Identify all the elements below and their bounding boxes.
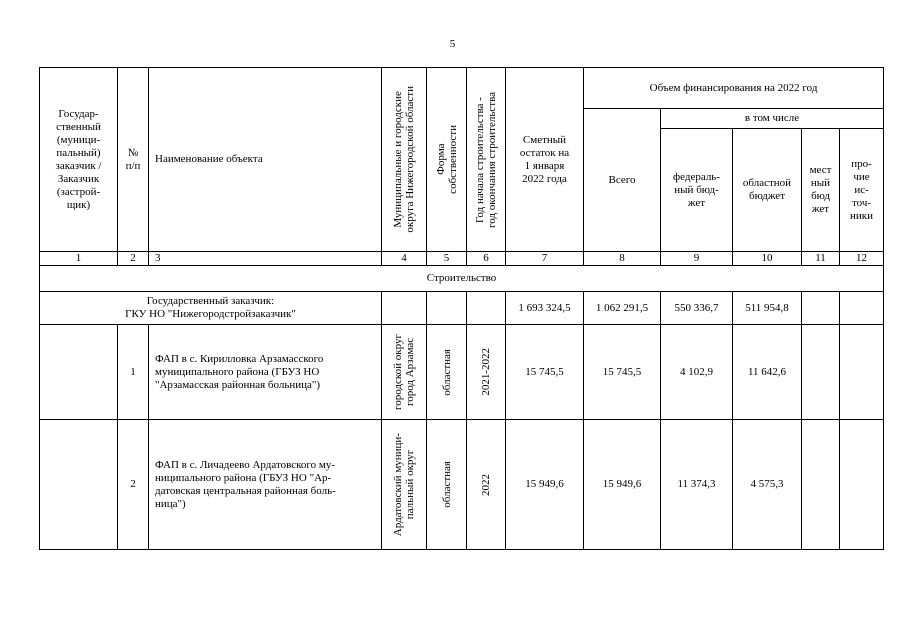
cell-years: 2021-2022 xyxy=(467,325,506,420)
col-number: 6 xyxy=(467,252,506,266)
header-other: про- чие ис- точ- ники xyxy=(840,129,884,252)
cell-num: 1 xyxy=(118,325,149,420)
cell-balance: 1 693 324,5 xyxy=(506,292,584,325)
header-federal: федераль- ный бюд- жет xyxy=(661,129,733,252)
cell-customer xyxy=(40,420,118,550)
col-number: 10 xyxy=(733,252,802,266)
cell-regional: 4 575,3 xyxy=(733,420,802,550)
cell-federal: 550 336,7 xyxy=(661,292,733,325)
header-total: Всего xyxy=(584,109,661,252)
header-municipality: Муниципальные и городские округа Нижегородской области xyxy=(382,68,427,252)
customer-name: Государственный заказчик: ГКУ НО "Нижегородстройзаказчик" xyxy=(40,292,382,325)
cell-ownership: областная xyxy=(427,420,467,550)
header-financing: Объем финансирования на 2022 год xyxy=(584,68,884,109)
cell-object-name: ФАП в с. Личадеево Ардатовского му- ниципального района (ГБУЗ НО "Ар- датовская центральная районная боль- ница") xyxy=(149,420,382,550)
col-number: 12 xyxy=(840,252,884,266)
cell-empty xyxy=(467,292,506,325)
header-local: мест ный бюд жет xyxy=(802,129,840,252)
cell-object-name: ФАП в с. Кирилловка Арзамасского муниципального района (ГБУЗ НО "Арзамасская районная больница") xyxy=(149,325,382,420)
cell-ownership: областная xyxy=(427,325,467,420)
col-number: 7 xyxy=(506,252,584,266)
cell-local xyxy=(802,325,840,420)
page-number: 5 xyxy=(449,38,456,50)
header-years: Год начала строительства - год окончания строительства xyxy=(467,68,506,252)
cell-other xyxy=(840,420,884,550)
header-object-name: Наименование объекта xyxy=(149,68,382,252)
table-row xyxy=(40,292,884,325)
header-regional: областной бюджет xyxy=(733,129,802,252)
cell-local xyxy=(802,420,840,550)
col-number: 11 xyxy=(802,252,840,266)
cell-federal: 11 374,3 xyxy=(661,420,733,550)
header-customer: Государ- ственный (муници- пальный) заказчик / Заказчик (застрой- щик) xyxy=(40,68,118,252)
col-number: 5 xyxy=(427,252,467,266)
col-number: 2 xyxy=(118,252,149,266)
col-number: 8 xyxy=(584,252,661,266)
cell-municipality: Ардатовский муници- пальный округ xyxy=(382,420,427,550)
col-number: 9 xyxy=(661,252,733,266)
cell-balance: 15 949,6 xyxy=(506,420,584,550)
cell-local xyxy=(802,292,840,325)
col-number: 1 xyxy=(40,252,118,266)
header-num: № п/п xyxy=(118,68,149,252)
col-number: 3 xyxy=(149,252,382,266)
cell-empty xyxy=(382,292,427,325)
cell-total: 15 949,6 xyxy=(584,420,661,550)
cell-years: 2022 xyxy=(467,420,506,550)
cell-other xyxy=(840,292,884,325)
section-title: Строительство xyxy=(40,266,884,292)
header-ownership: Форма собственности xyxy=(427,68,467,252)
cell-total: 1 062 291,5 xyxy=(584,292,661,325)
cell-regional: 11 642,6 xyxy=(733,325,802,420)
cell-regional: 511 954,8 xyxy=(733,292,802,325)
cell-total: 15 745,5 xyxy=(584,325,661,420)
col-number: 4 xyxy=(382,252,427,266)
table-row xyxy=(40,420,884,550)
cell-num: 2 xyxy=(118,420,149,550)
cell-municipality: городской округ город Арзамас xyxy=(382,325,427,420)
header-balance: Сметный остаток на 1 января 2022 года xyxy=(506,68,584,252)
header-including: в том числе xyxy=(661,109,884,129)
cell-empty xyxy=(427,292,467,325)
cell-federal: 4 102,9 xyxy=(661,325,733,420)
cell-other xyxy=(840,325,884,420)
cell-balance: 15 745,5 xyxy=(506,325,584,420)
cell-customer xyxy=(40,325,118,420)
table-row xyxy=(40,325,884,420)
financing-table xyxy=(39,67,884,550)
